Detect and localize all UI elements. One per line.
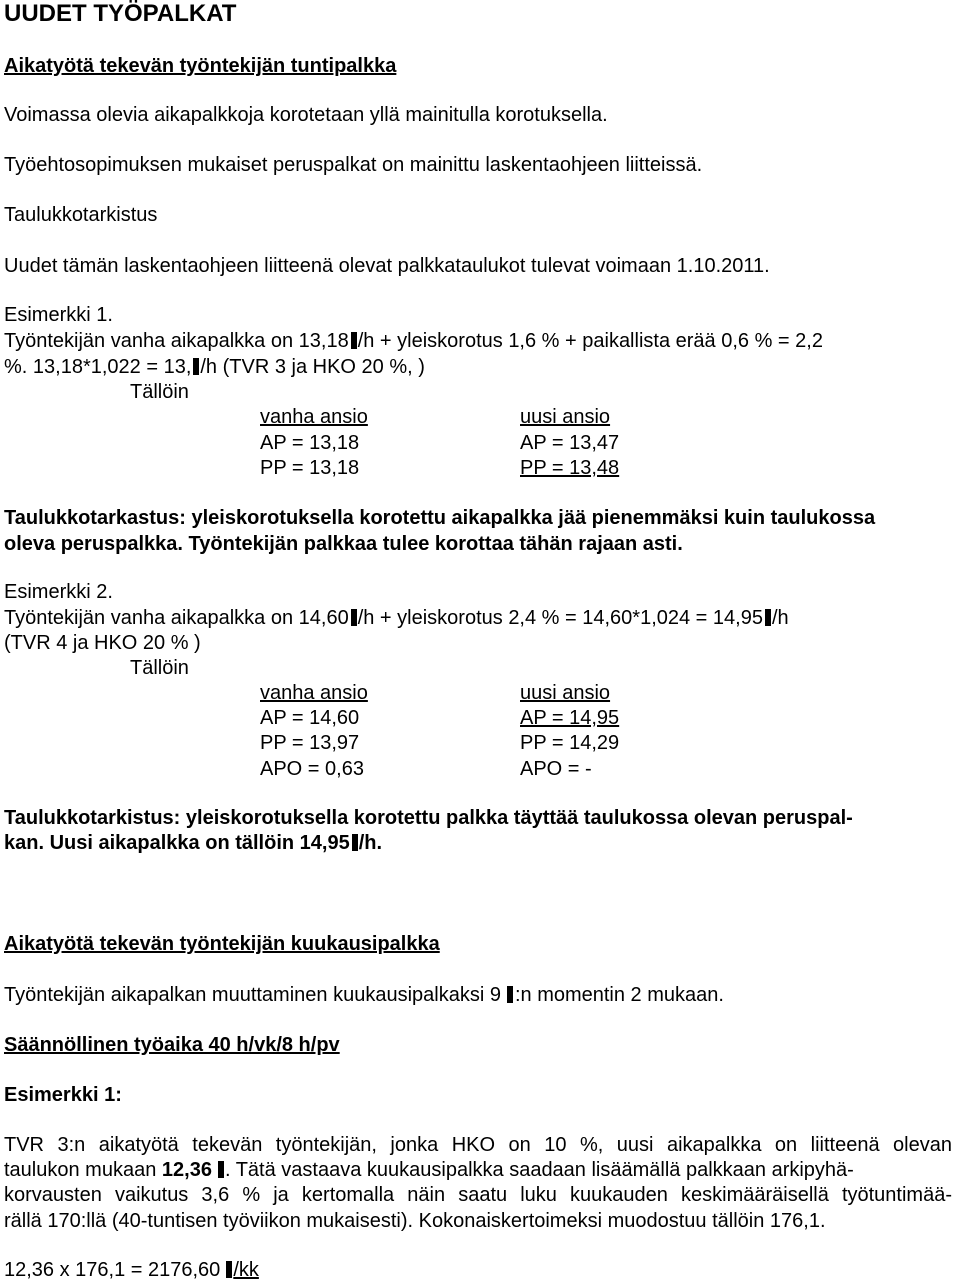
example-1-label: Esimerkki 1. bbox=[4, 304, 113, 326]
text: Työntekijän vanha aikapalkka on 13,18 bbox=[4, 330, 349, 352]
text: /h bbox=[771, 607, 789, 629]
page-title: UUDET TYÖPALKAT bbox=[4, 0, 237, 27]
text: /h + yleiskorotus 1,6 % + paikallista erää 0,6 % = 2,2 bbox=[357, 330, 823, 352]
old-apo-value: APO = 0,63 bbox=[260, 758, 364, 780]
text: /h (TVR 3 ja HKO 20 %, ) bbox=[200, 356, 425, 378]
section-heading-hourly: Aikatyötä tekevän työntekijän tuntipalkka bbox=[4, 55, 397, 77]
hourly-wage-value: 12,36 bbox=[161, 1159, 212, 1181]
table-check-note: Taulukkotarkistus: yleiskorotuksella korotettu palkka täyttää taulukossa olevan peruspal- bbox=[4, 807, 853, 829]
text: kan. Uusi aikapalkka on tällöin 14,95 bbox=[4, 832, 350, 854]
monthly-wage-calculation bbox=[4, 1258, 259, 1282]
text: . Tätä vastaava kuukausipalkka saadaan lisäämällä palkkaan arkipyhä- bbox=[224, 1159, 854, 1181]
text: :n momentin 2 mukaan. bbox=[514, 984, 724, 1006]
paragraph: Työehtosopimuksen mukaiset peruspalkat on mainittu laskentaohjeen liitteissä. bbox=[4, 154, 703, 176]
table-check-note bbox=[4, 831, 382, 855]
new-ap-value: AP = 13,47 bbox=[520, 432, 620, 454]
old-pp-value: PP = 13,18 bbox=[260, 457, 360, 479]
text: Työntekijän aikapalkan muuttaminen kuukausipalkaksi 9 bbox=[4, 984, 501, 1006]
new-pp-value: PP = 14,29 bbox=[520, 732, 620, 754]
euro-symbol-icon bbox=[226, 1261, 232, 1278]
paragraph: Uudet tämän laskentaohjeen liitteenä olevat palkkataulukot tulevat voimaan 1.10.2011. bbox=[4, 255, 770, 277]
paragraph: Voimassa olevia aikapalkkoja korotetaan yllä mainitulla korotuksella. bbox=[4, 104, 608, 126]
table-check-note: oleva peruspalkka. Työntekijän palkkaa tulee korottaa tähän rajaan asti. bbox=[4, 533, 683, 555]
table-check-note: Taulukkotarkastus: yleiskorotuksella korotettu aikapalkka jää pienemmäksi kuin taulukossa bbox=[4, 507, 876, 529]
paragraph-line: TVR 3:n aikatyötä tekevän työntekijän, jonka HKO on 10 %, uusi aikapalkka on liitteenä olevan bbox=[4, 1134, 952, 1156]
text: 12,36 x 176,1 = 2176,60 bbox=[4, 1259, 221, 1281]
new-pp-value: PP = 13,48 bbox=[520, 457, 620, 479]
new-earnings-header: uusi ansio bbox=[520, 682, 611, 704]
paragraph-line bbox=[4, 1158, 854, 1182]
euro-symbol-icon bbox=[218, 1161, 224, 1178]
old-ap-value: AP = 13,18 bbox=[260, 432, 360, 454]
text: %. 13,18*1,022 = 13, bbox=[4, 356, 192, 378]
example-1-line-2 bbox=[4, 355, 425, 379]
section-symbol-icon bbox=[507, 986, 513, 1003]
regular-working-time-heading: Säännöllinen työaika 40 h/vk/8 h/pv bbox=[4, 1034, 340, 1056]
old-pp-value: PP = 13,97 bbox=[260, 732, 360, 754]
paragraph-line: korvausten vaikutus 3,6 % ja kertomalla näin saatu luku kuukauden keskimääräisellä työtuntimää- bbox=[4, 1184, 952, 1206]
old-ap-value: AP = 14,60 bbox=[260, 707, 360, 729]
euro-symbol-icon bbox=[765, 609, 771, 626]
example-2-line-2: (TVR 4 ja HKO 20 % ) bbox=[4, 632, 201, 654]
paragraph bbox=[4, 983, 724, 1007]
text: /h. bbox=[358, 832, 383, 854]
example-1-line-1 bbox=[4, 329, 823, 353]
example-label: Esimerkki 1: bbox=[4, 1084, 122, 1106]
new-apo-value: APO = - bbox=[520, 758, 592, 780]
text: /kk bbox=[233, 1259, 259, 1281]
example-2-line-1 bbox=[4, 606, 789, 630]
paragraph-line: rällä 170:llä (40-tuntisen työviikon mukaisesti). Kokonaiskertoimeksi muodostuu tällöin 176,1. bbox=[4, 1210, 826, 1232]
text: taulukon mukaan bbox=[4, 1159, 162, 1181]
text: /h + yleiskorotus 2,4 % = 14,60*1,024 = 14,95 bbox=[357, 607, 763, 629]
old-earnings-header: vanha ansio bbox=[260, 406, 368, 428]
new-earnings-header: uusi ansio bbox=[520, 406, 611, 428]
then-label: Tällöin bbox=[130, 657, 189, 679]
text: Työntekijän vanha aikapalkka on 14,60 bbox=[4, 607, 349, 629]
example-2-label: Esimerkki 2. bbox=[4, 581, 113, 603]
then-label: Tällöin bbox=[130, 381, 189, 403]
euro-symbol-icon bbox=[351, 609, 357, 626]
old-earnings-header: vanha ansio bbox=[260, 682, 368, 704]
euro-symbol-icon bbox=[193, 358, 199, 375]
euro-symbol-icon bbox=[352, 834, 358, 851]
new-ap-value: AP = 14,95 bbox=[520, 707, 620, 729]
subheading-table-check: Taulukkotarkistus bbox=[4, 204, 158, 226]
section-heading-monthly: Aikatyötä tekevän työntekijän kuukausipalkka bbox=[4, 933, 440, 955]
euro-symbol-icon bbox=[351, 332, 357, 349]
